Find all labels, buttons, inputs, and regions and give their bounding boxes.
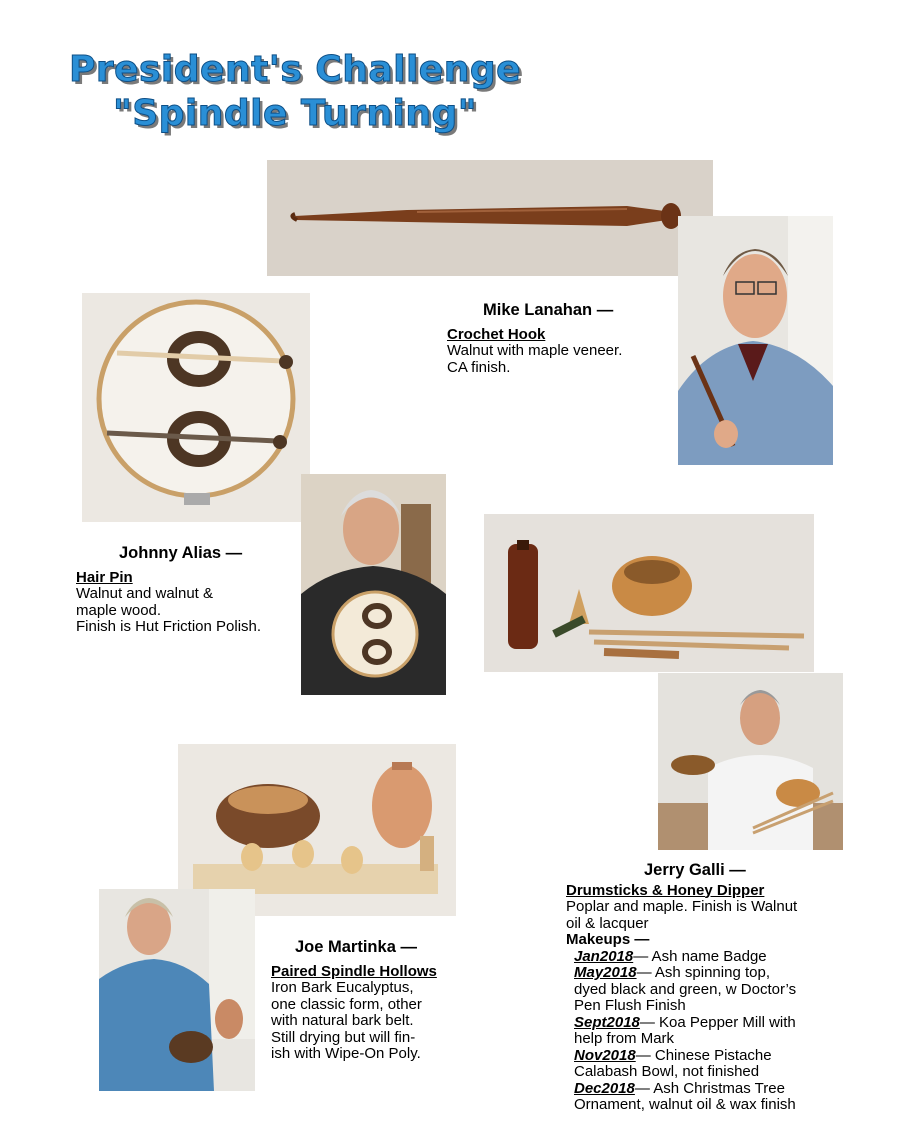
makeup-text: — Ash name Badge [633, 947, 767, 965]
makeup-text: Ornament, walnut oil & wax finish [574, 1096, 796, 1113]
project-description: Finish is Hut Friction Polish. [76, 618, 262, 635]
joe-martinka-entry [271, 939, 461, 1063]
entrant-name: Johnny Alias — [119, 544, 243, 562]
project-title: Drumsticks & Honey Dipper [566, 881, 765, 899]
makeup-month: Nov2018 [574, 1046, 636, 1064]
project-description: with natural bark belt. [271, 1012, 414, 1029]
makeup-item [566, 949, 856, 966]
makeups-label: Makeups — [566, 931, 650, 948]
jerry-items-photo [484, 514, 814, 672]
makeup-item [566, 1081, 856, 1114]
jerry-portrait-photo [658, 673, 843, 850]
project-description: one classic form, other [271, 995, 422, 1013]
project-description: oil & lacquer [566, 914, 649, 932]
project-title: Paired Spindle Hollows [271, 962, 437, 980]
makeup-item [566, 1015, 856, 1048]
makeup-item [566, 1048, 856, 1081]
project-description: Walnut and walnut & [76, 585, 214, 602]
makeup-month: Dec2018 [574, 1079, 635, 1097]
title-line-2: "Spindle Turning" [112, 93, 478, 134]
makeup-text: — Ash Christmas Tree [634, 1079, 785, 1097]
makeup-month: Sept2018 [574, 1013, 640, 1031]
project-description: CA finish. [447, 358, 511, 376]
mike-lanahan-entry [447, 302, 672, 376]
page-title [0, 48, 590, 136]
makeup-month: Jan2018 [574, 947, 634, 965]
makeup-month: May2018 [574, 964, 637, 981]
title-line-1: President's Challenge [68, 49, 522, 90]
makeup-text: — Koa Pepper Mill with [639, 1013, 796, 1031]
makeup-text: — Chinese Pistache [635, 1046, 772, 1064]
project-description: ish with Wipe-On Poly. [271, 1045, 421, 1062]
joe-portrait-photo [99, 889, 255, 1091]
project-description: Poplar and maple. Finish is Walnut [566, 898, 798, 915]
project-description: Still drying but will fin- [271, 1028, 416, 1046]
johnny-alias-entry [76, 545, 291, 636]
mike-portrait-photo [678, 216, 833, 465]
entrant-name: Jerry Galli — [644, 861, 746, 879]
project-title: Crochet Hook [447, 325, 546, 343]
johnny-portrait-photo [301, 474, 446, 695]
entrant-name: Joe Martinka — [295, 938, 417, 956]
crochet-hook-photo [267, 160, 713, 276]
project-description: Iron Bark Eucalyptus, [271, 979, 414, 996]
makeup-text: Calabash Bowl, not finished [574, 1063, 760, 1080]
makeup-text: — Ash spinning top, [636, 964, 770, 981]
jerry-galli-entry [566, 862, 856, 1114]
project-title: Hair Pin [76, 568, 133, 586]
makeup-text: dyed black and green, w Doctor’s [574, 980, 797, 998]
project-description: maple wood. [76, 601, 162, 619]
hair-pin-photo [82, 293, 310, 522]
makeup-text: help from Mark [574, 1030, 675, 1047]
makeup-item [566, 965, 856, 1015]
makeup-text: Pen Flush Finish [574, 997, 686, 1014]
entrant-name: Mike Lanahan — [483, 301, 614, 319]
project-description: Walnut with maple veneer. [447, 342, 623, 359]
